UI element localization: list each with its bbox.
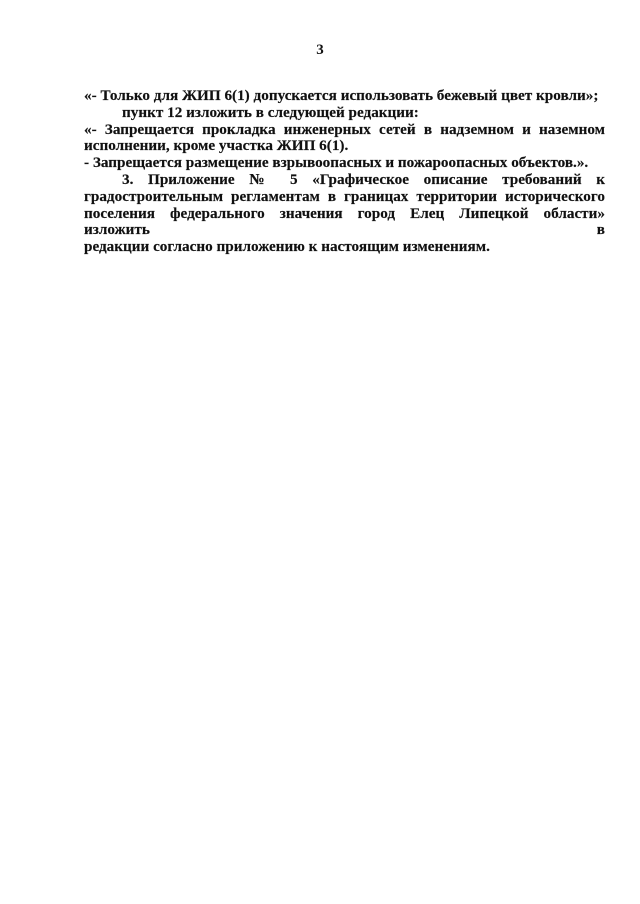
paragraph-appendix-5-line-2: градостроительным регламентам в границах территории исторического — [84, 187, 605, 205]
paragraph-utilities-line-2: исполнении, кроме участка ЖИП 6(1). — [84, 137, 349, 155]
paragraph-item-12-intro: пункт 12 изложить в следующей редакции: — [122, 103, 419, 121]
document-body — [84, 88, 605, 256]
page-number: 3 — [316, 42, 324, 58]
paragraph-appendix-5-line-1: 3. Приложение № 5 «Графическое описание требований к — [122, 170, 605, 188]
paragraph-beige-roof: «- Только для ЖИП 6(1) допускается использовать бежевый цвет кровли»; — [84, 87, 599, 104]
paragraph-hazardous-objects: - Запрещается размещение взрывоопасных и пожароопасных объектов.». — [84, 154, 589, 172]
paragraph-appendix-5-line-3: поселения федерального значения город Елец Липецкой области» изложить в — [84, 204, 605, 239]
paragraph-appendix-5-line-4: редакции согласно приложению к настоящим изменениям. — [84, 238, 490, 256]
paragraph-utilities-line-1: «- Запрещается прокладка инженерных сетей в надземном и наземном — [84, 120, 605, 138]
